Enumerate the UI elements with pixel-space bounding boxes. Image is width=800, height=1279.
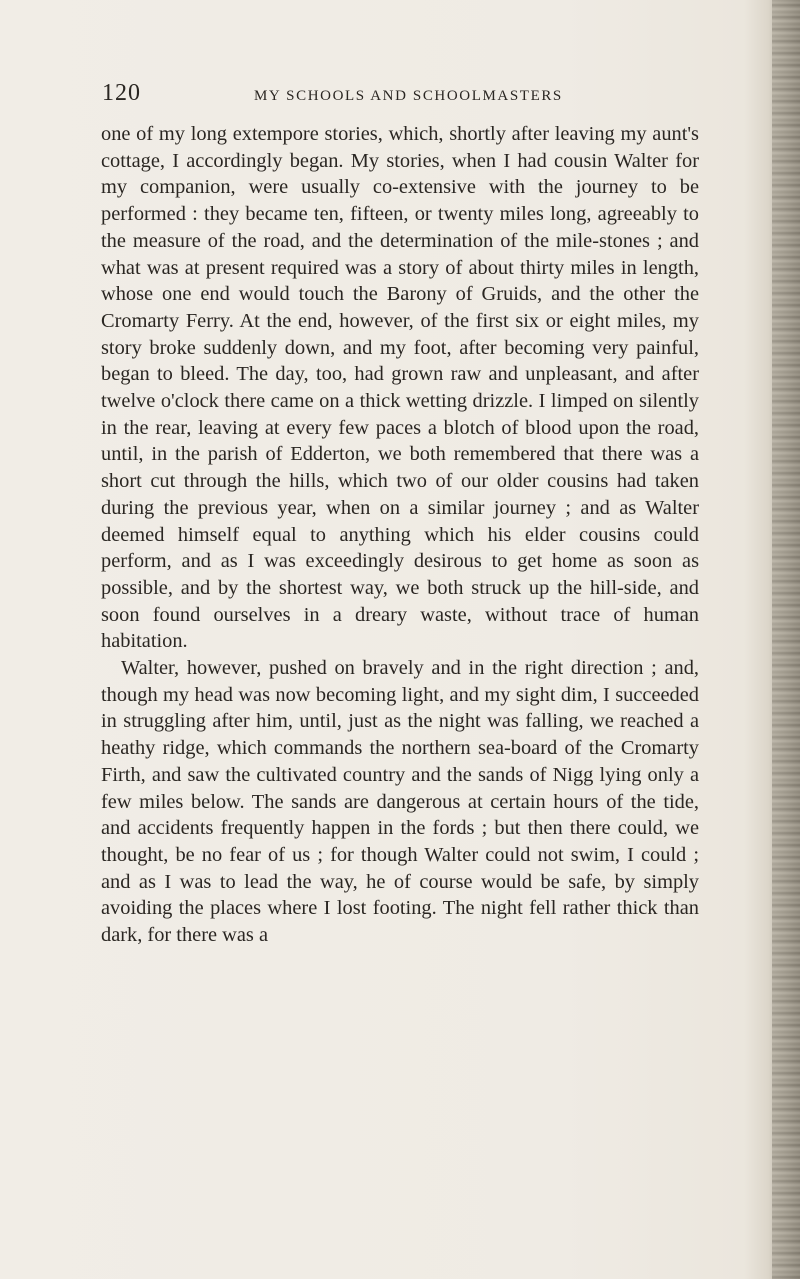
page-edge-shadow — [772, 0, 800, 1279]
paragraph-2: Walter, however, pushed on bravely and in the right direction ; and, though my head was now becoming light, and my sight dim, I succeeded in struggling after him, until, just as the night was falling, we reached a heathy ridge, which commands the northern sea-board of the Cromarty Firth, and saw the cultivated country and the sands of Nigg lying only a few miles below. The sands are dangerous at certain hours of the tide, and accidents frequently happen in the fords ; but then there could, we thought, be no fear of us ; for though Walter could not swim, I could ; and as I was to lead the way, he of course would be safe, by simply avoiding the places where I lost footing. The night fell rather thick than dark, for there was a — [101, 657, 699, 947]
running-title: MY SCHOOLS AND SCHOOLMASTERS — [254, 88, 563, 104]
body-text — [101, 121, 699, 949]
running-head — [102, 80, 702, 110]
paragraph-1: one of my long extempore stories, which, shortly after leaving my aunt's cottage, I accordingly began. My stories, when I had cousin Walter for my companion, were usually co-extensive with the journey to be performed : they became ten, fifteen, or twenty miles long, agreeably to the measure of the road, and the determination of the mile-stones ; and what was at present required was a story of about thirty miles in length, whose one end would touch the Barony of Gruids, and the other the Cromarty Ferry. At the end, however, of the first six or eight miles, my story broke suddenly down, and my foot, after becoming very painful, began to bleed. The day, too, had grown raw and unpleasant, and after twelve o'clock there came on a thick wetting drizzle. I limped on silently in the rear, leaving at every few paces a blotch of blood upon the road, until, in the parish of Edderton, we both remembered that there was a short cut through the hills, which two of our older cousins had taken during the previous year, when on a similar journey ; and as Walter deemed himself equal to anything which his elder cousins could perform, and as I was exceedingly desirous to get home as soon as possible, and by the shortest way, we both struck up the hill-side, and soon found ourselves in a dreary waste, without trace of human habitation. — [101, 123, 699, 653]
page-number: 120 — [102, 80, 141, 106]
